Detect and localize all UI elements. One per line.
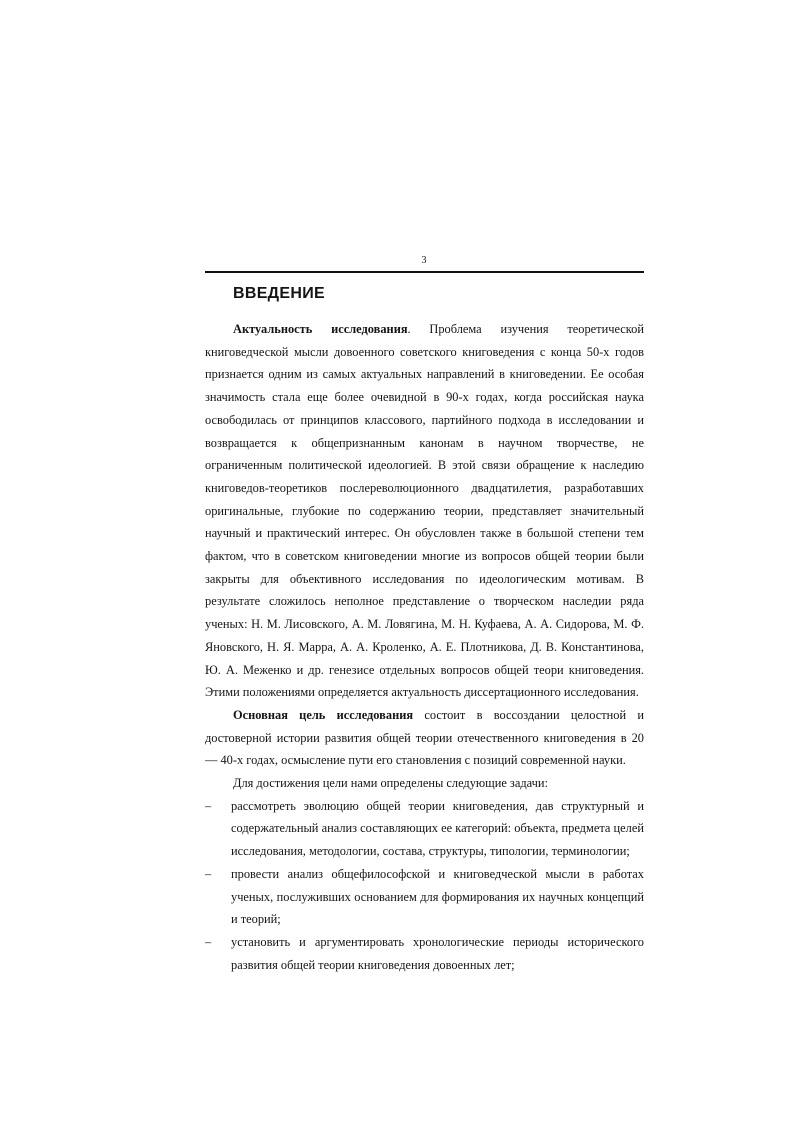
- dash-marker: –: [205, 934, 212, 949]
- relevance-lead: Актуальность исследования: [233, 322, 408, 336]
- relevance-text: . Проблема изучения теоретической книговедческой мысли довоенного советского книговедения с конца 50-х годов признается одним из самых актуальных направлений в книговедении. Ее особая значимость стала еще более очевидной в 90-х годах, когда российская наука освободилась от принципов классового, партийного подхода в исследовании и возвращается к общепризнанным канонам в научном творчестве, не ограниченным политической идеологией. В этой связи обращение к наследию книговедов-теоретиков послереволюционного двадцатилетия, разработавших оригинальные, глубокие по содержанию теории, представляет значительный научный и практический интерес. Он обусловлен также в большой степени тем фактом, что в советском книговедении многие из вопросов общей теории были закрыты для объективного исследования по идеологическим мотивам. В результате сложилось неполное представление о творческом наследии ряда ученых: Н. М. Лисовского, А. М. Ловягина, М. Н. Куфаева, А. А. Сидорова, М. Ф. Яновского, Н. Я. Марра, А. А. Кроленко, А. Е. Плотникова, Д. В. Константинова, Ю. А. Меженко и др. генезисе отдельных вопросов общей теори книговедения. Этими положениями определяется актуальность диссертационного исследования.: [205, 322, 644, 700]
- task-text: провести анализ общефилософской и книговедческой мысли в работах ученых, послуживших основанием для формирования их научных концепций и теорий;: [231, 866, 644, 927]
- goal-text: состоит в воссоздании целостной и достоверной истории развития общей теории отечественного книговедения в 20 — 40-х годах, осмысление пути его становления с позиций современной науки.: [205, 707, 644, 768]
- section-heading: ВВЕДЕНИЕ: [233, 285, 325, 302]
- relevance-paragraph: [205, 318, 644, 704]
- header-rule: [205, 271, 644, 273]
- goal-lead: Основная цель исследования: [233, 707, 414, 722]
- goal-paragraph: [205, 704, 644, 772]
- task-item: [205, 795, 644, 863]
- task-item: [205, 863, 644, 931]
- task-list: [205, 795, 644, 977]
- page-number: 3: [421, 255, 427, 266]
- dash-marker: –: [205, 798, 212, 813]
- tasks-intro: Для достижения цели нами определены следующие задачи:: [233, 776, 548, 791]
- body-text: [205, 318, 644, 976]
- task-item: [205, 931, 644, 976]
- task-text: установить и аргументировать хронологические периоды исторического развития общей теории книговедения довоенных лет;: [231, 934, 644, 972]
- task-text: рассмотреть эволюцию общей теории книговедения, дав структурный и содержательный анализ составляющих ее категорий: объекта, предмета целей исследования, методологии, состава, структуры, типологии, терминологии;: [231, 798, 644, 859]
- dash-marker: –: [205, 866, 212, 881]
